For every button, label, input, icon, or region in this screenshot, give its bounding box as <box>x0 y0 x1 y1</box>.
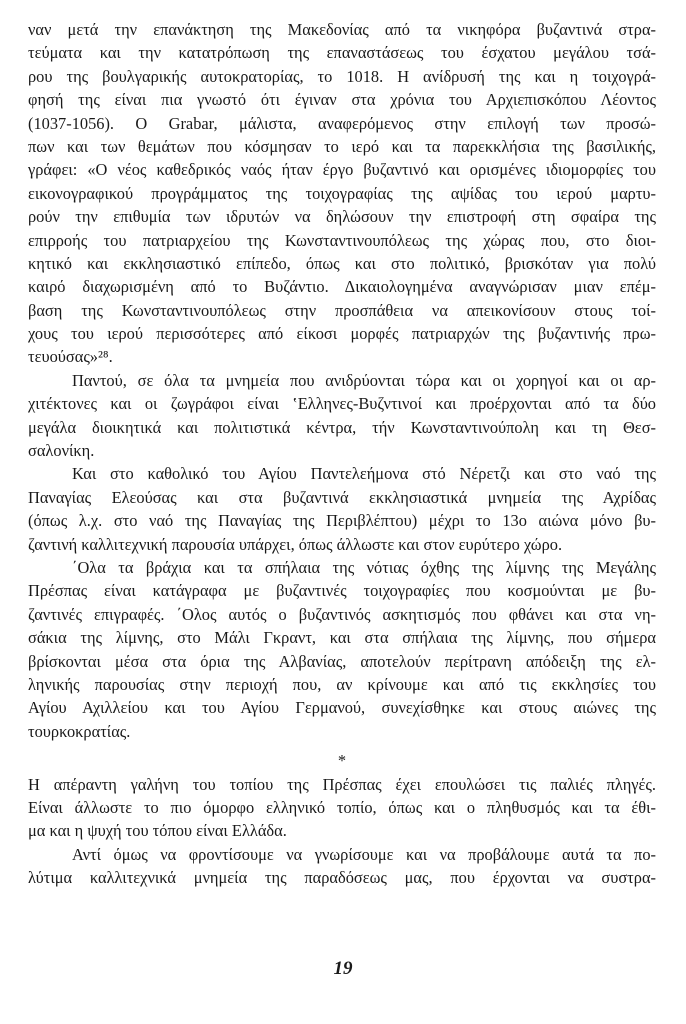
text-line: ληνικής παρουσίας στην περιοχή που, αν κρίνουμε και από τις εκκλησίες του <box>28 674 656 694</box>
text-line: χους του ιερού περισσότερες από είκοσι μορφές πατριαρχών της βυζαντινής πρω- <box>28 324 656 344</box>
text-line: ΄Ολα τα βράχια και τα σπήλαια της νότιας όχθης της λίμνης της Μεγάλης <box>72 557 656 577</box>
text-line: Είναι άλλωστε το πιο όμορφο ελληνικό τοπίο, όπως και ο πληθυσμός και τα έθι- <box>28 797 656 817</box>
text-line: βρίσκονται μέσα στα όρια της Αλβανίας, αποτελούν περίτρανη απόδειξη της ελ- <box>28 651 656 671</box>
text-line: ναν μετά την επανάκτηση της Μακεδονίας από τα νικηφόρα βυζαντινά στρα- <box>28 20 656 39</box>
text-line: τεύματα και την κατατρόπωση της επαναστάσεως του έσχατου μεγάλου τσά- <box>28 43 656 63</box>
text-line: (όπως λ.χ. στο ναό της Παναγίας της Περιβλέπτου) μέχρι το 13ο αιώνα μόνο βυ- <box>28 511 656 531</box>
text-line: ζαντινές επιγραφές. ΄Ολος αυτός ο βυζαντινός ασκητισμός που φθάνει και στα νη- <box>28 604 656 624</box>
text-line: γράφει: «Ο νέος καθεδρικός ναός ήταν έργο βυζαντινό και ορισμένες ιδιομορφίες του <box>28 160 656 180</box>
text-line: Και στο καθολικό του Αγίου Παντελεήμονα στό Νέρετζι και στο ναό της <box>72 464 656 484</box>
text-line: (1037-1056). Ο Grabar, μάλιστα, αναφερόμενος στην επιλογή των προσώ- <box>28 113 656 133</box>
text-line: Παντού, σε όλα τα μνημεία που ανιδρύονται τώρα και οι χορηγοί και οι αρ- <box>72 370 656 390</box>
text-line: τευούσας»²⁸. <box>28 347 113 367</box>
text-line: ρούν την επιθυμία των ιδρυτών να δηλώσουν την επιστροφή στη σφαίρα της <box>28 207 656 227</box>
body-text <box>28 18 656 889</box>
text-line: Αγίου Αχιλλείου και του Αγίου Γερμανού, συνεχίσθηκε και στους αιώνες της <box>28 698 656 718</box>
text-line: φησή της είναι πια γνωστό ότι έγιναν στα χρόνια του Αρχιεπισκόπου Λέοντος <box>28 90 656 110</box>
text-line: βαση της Κωνσταντινουπόλεως στην προσπάθεια να απεικονίσουν στους τοί- <box>28 300 656 320</box>
text-line: πων και των θεμάτων που κόσμησαν το ιερό και τα παρεκκλήσια της βασιλικής, <box>28 136 656 156</box>
text-line: ρου της βουλγαρικής αυτοκρατορίας, το 1018. Η ανίδρυσή της και η τοιχογρά- <box>28 66 656 86</box>
text-line: λύτιμα καλλιτεχνικά μνημεία της παραδόσεως μας, που έρχονται να συστρα- <box>28 868 656 888</box>
text-line: κητικό και εκκλησιαστικό επίπεδο, όπως και στο πολιτικό, βρισκόταν για πολύ <box>28 253 656 273</box>
text-line: Αντί όμως να φροντίσουμε να γνωρίσουμε και να προβάλουμε αυτά τα πο- <box>72 844 656 864</box>
section-separator: * <box>337 751 347 771</box>
text-line: σάκια της λίμνης, στο Μάλι Γκραντ, και στα σπήλαια της λίμνης, που σήμερα <box>28 628 656 648</box>
text-line: σαλονίκη. <box>28 441 95 461</box>
text-line: Παναγίας Ελεούσας και στα βυζαντινά εκκλησιαστικά μνημεία της Αχρίδας <box>28 487 656 507</box>
page-number: 19 <box>333 958 353 979</box>
text-line: χιτέκτονες και οι ζωγράφοι είναι ‛Ελληνες-Βυζντινοί και προέρχονται από τα δύο <box>28 394 656 414</box>
text-line: τουρκοκρατίας. <box>28 721 131 741</box>
text-line: Πρέσπας είναι κατάγραφα με βυζαντινές τοιχογραφίες που κοσμούνται με βυ- <box>28 581 656 601</box>
text-line: μα και η ψυχή του τόπου είναι Ελλάδα. <box>28 821 287 841</box>
text-line: ζαντινή καλλιτεχνική παρουσία υπάρχει, όπως άλλωστε και στον ευρύτερο χώρο. <box>28 534 563 554</box>
text-line: καιρό διαχωρισμένη από το Βυζάντιο. Δικαιολογημένα αναγνώρισαν μιαν επέμ- <box>28 277 656 297</box>
text-line: μεγάλα διοικητικά και πολιτιστικά κέντρα, τήν Κωνσταντινούπολη και τη Θεσ- <box>28 417 656 437</box>
text-line: Η απέραντη γαλήνη του τοπίου της Πρέσπας έχει επουλώσει τις παλιές πληγές. <box>28 774 656 794</box>
text-line: επιρροής του πατριαρχείου της Κωνσταντινουπόλεως της χώρας που, στο διοι- <box>28 230 656 250</box>
text-line: εικονογραφικού προγράμματος της τοιχογραφίας της αψίδας του ιερού μαρτυ- <box>28 183 656 203</box>
